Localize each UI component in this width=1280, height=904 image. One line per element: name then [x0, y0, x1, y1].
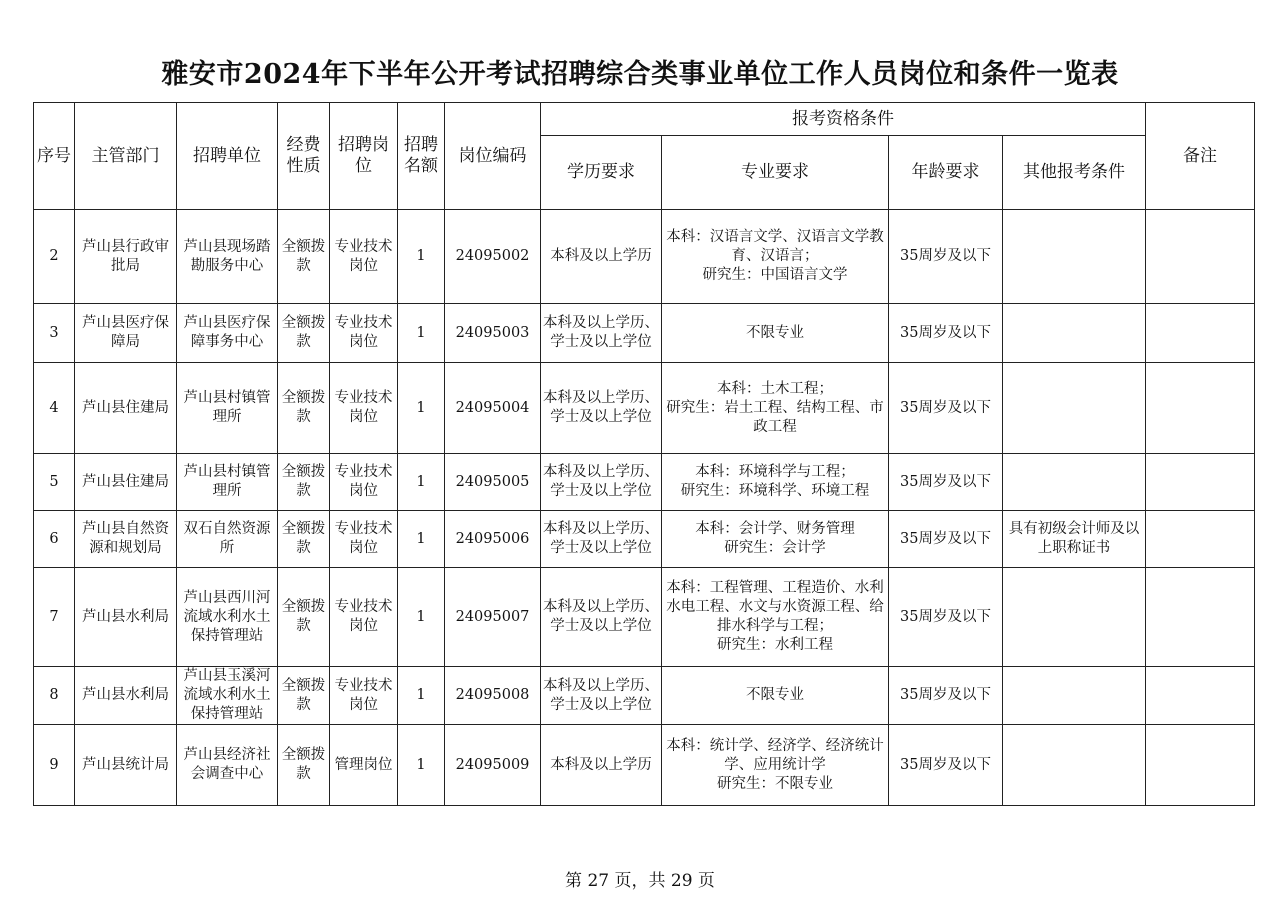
cell-education: 本科及以上学历 — [541, 210, 662, 304]
cell-age: 35周岁及以下 — [889, 511, 1003, 568]
cell-major — [662, 511, 889, 568]
cell-code: 24095008 — [445, 667, 541, 725]
cell-quota: 1 — [398, 304, 445, 363]
cell-unit: 芦山县现场踏勘服务中心 — [177, 210, 278, 304]
cell-funding: 全额拨款 — [278, 667, 330, 725]
header-education: 学历要求 — [541, 136, 662, 210]
major-line: 研究生：水利工程 — [717, 637, 833, 653]
cell-dept: 芦山县水利局 — [75, 667, 177, 725]
cell-unit: 芦山县村镇管理所 — [177, 363, 278, 454]
cell-major — [662, 568, 889, 667]
header-major: 专业要求 — [662, 136, 889, 210]
cell-remarks — [1146, 667, 1255, 725]
cell-education: 本科及以上学历、学士及以上学位 — [541, 667, 662, 725]
cell-age: 35周岁及以下 — [889, 725, 1003, 806]
major-line: 本科：工程管理、工程造价、水利水电工程、水文与水资源工程、给排水科学与工程； — [666, 580, 884, 634]
table-row — [34, 363, 1255, 454]
table-row — [34, 210, 1255, 304]
header-qualifications: 报考资格条件 — [541, 103, 1146, 136]
cell-unit: 芦山县玉溪河流域水利水土保持管理站 — [177, 667, 278, 725]
header-dept: 主管部门 — [75, 103, 177, 210]
cell-major — [662, 304, 889, 363]
major-line: 本科：会计学、财务管理 — [695, 521, 855, 537]
cell-seq: 3 — [34, 304, 75, 363]
cell-dept: 芦山县医疗保障局 — [75, 304, 177, 363]
cell-seq: 8 — [34, 667, 75, 725]
cell-code: 24095006 — [445, 511, 541, 568]
cell-seq: 5 — [34, 454, 75, 511]
header-position: 招聘岗位 — [330, 103, 398, 210]
cell-other: 具有初级会计师及以上职称证书 — [1003, 511, 1146, 568]
cell-major — [662, 454, 889, 511]
page-footer: 第 27 页，共 29 页 — [565, 871, 715, 891]
cell-major — [662, 667, 889, 725]
header-remarks: 备注 — [1146, 103, 1255, 210]
cell-other — [1003, 667, 1146, 725]
cell-code: 24095003 — [445, 304, 541, 363]
major-line: 不限专业 — [746, 324, 804, 341]
cell-age: 35周岁及以下 — [889, 568, 1003, 667]
major-line: 不限专业 — [746, 687, 804, 703]
table-row — [34, 454, 1255, 511]
cell-other — [1003, 725, 1146, 806]
header-funding: 经费性质 — [278, 103, 330, 210]
table-row — [34, 304, 1255, 363]
cell-funding: 全额拨款 — [278, 304, 330, 363]
cell-other — [1003, 304, 1146, 363]
major-line: 本科：环境科学与工程； — [695, 464, 855, 480]
cell-education: 本科及以上学历、学士及以上学位 — [541, 511, 662, 568]
cell-code: 24095004 — [445, 363, 541, 454]
major-line: 研究生：中国语言文学 — [702, 267, 848, 283]
header-code: 岗位编码 — [445, 103, 541, 210]
cell-code: 24095007 — [445, 568, 541, 667]
cell-funding: 全额拨款 — [278, 363, 330, 454]
cell-seq: 2 — [34, 210, 75, 304]
cell-position: 专业技术岗位 — [330, 667, 398, 725]
cell-other — [1003, 568, 1146, 667]
cell-dept: 芦山县自然资源和规划局 — [75, 511, 177, 568]
header-other: 其他报考条件 — [1003, 136, 1146, 210]
cell-age: 35周岁及以下 — [889, 454, 1003, 511]
cell-unit: 双石自然资源所 — [177, 511, 278, 568]
table-row — [34, 725, 1255, 806]
cell-position: 专业技术岗位 — [330, 511, 398, 568]
table-row — [34, 568, 1255, 667]
recruitment-table — [33, 102, 1255, 806]
major-line: 研究生：会计学 — [724, 540, 826, 556]
cell-seq: 4 — [34, 363, 75, 454]
cell-quota: 1 — [398, 725, 445, 806]
cell-unit: 芦山县村镇管理所 — [177, 454, 278, 511]
cell-quota: 1 — [398, 667, 445, 725]
cell-seq: 7 — [34, 568, 75, 667]
cell-funding: 全额拨款 — [278, 511, 330, 568]
header-seq: 序号 — [34, 103, 75, 210]
cell-remarks — [1146, 725, 1255, 806]
cell-unit: 芦山县经济社会调查中心 — [177, 725, 278, 806]
cell-quota: 1 — [398, 363, 445, 454]
cell-age: 35周岁及以下 — [889, 210, 1003, 304]
header-age: 年龄要求 — [889, 136, 1003, 210]
cell-age: 35周岁及以下 — [889, 304, 1003, 363]
cell-major — [662, 725, 889, 806]
cell-unit: 芦山县西川河流域水利水土保持管理站 — [177, 568, 278, 667]
cell-code: 24095002 — [445, 210, 541, 304]
cell-major — [662, 210, 889, 304]
cell-quota: 1 — [398, 568, 445, 667]
cell-education: 本科及以上学历、学士及以上学位 — [541, 304, 662, 363]
table-row — [34, 511, 1255, 568]
cell-dept: 芦山县行政审批局 — [75, 210, 177, 304]
cell-position: 专业技术岗位 — [330, 568, 398, 667]
page-title: 雅安市2024年下半年公开考试招聘综合类事业单位工作人员岗位和条件一览表 — [161, 59, 1119, 90]
cell-funding: 全额拨款 — [278, 210, 330, 304]
cell-position: 专业技术岗位 — [330, 454, 398, 511]
cell-remarks — [1146, 511, 1255, 568]
cell-unit: 芦山县医疗保障事务中心 — [177, 304, 278, 363]
major-line: 本科：统计学、经济学、经济统计学、应用统计学 — [666, 737, 884, 773]
cell-funding: 全额拨款 — [278, 454, 330, 511]
cell-position: 管理岗位 — [330, 725, 398, 806]
cell-other — [1003, 454, 1146, 511]
cell-position: 专业技术岗位 — [330, 363, 398, 454]
cell-remarks — [1146, 568, 1255, 667]
cell-dept: 芦山县住建局 — [75, 454, 177, 511]
major-line: 研究生：不限专业 — [717, 775, 833, 792]
cell-funding: 全额拨款 — [278, 568, 330, 667]
cell-education: 本科及以上学历 — [541, 725, 662, 806]
cell-remarks — [1146, 210, 1255, 304]
cell-age: 35周岁及以下 — [889, 363, 1003, 454]
major-line: 研究生：环境科学、环境工程 — [680, 483, 870, 499]
cell-position: 专业技术岗位 — [330, 304, 398, 363]
cell-funding: 全额拨款 — [278, 725, 330, 806]
cell-dept: 芦山县统计局 — [75, 725, 177, 806]
cell-education: 本科及以上学历、学士及以上学位 — [541, 454, 662, 511]
cell-quota: 1 — [398, 454, 445, 511]
cell-major — [662, 363, 889, 454]
cell-remarks — [1146, 454, 1255, 511]
cell-quota: 1 — [398, 210, 445, 304]
cell-position: 专业技术岗位 — [330, 210, 398, 304]
cell-quota: 1 — [398, 511, 445, 568]
table-row — [34, 667, 1255, 725]
header-unit: 招聘单位 — [177, 103, 278, 210]
cell-dept: 芦山县水利局 — [75, 568, 177, 667]
cell-dept: 芦山县住建局 — [75, 363, 177, 454]
cell-seq: 6 — [34, 511, 75, 568]
cell-education: 本科及以上学历、学士及以上学位 — [541, 363, 662, 454]
cell-education: 本科及以上学历、学士及以上学位 — [541, 568, 662, 667]
major-line: 研究生：岩土工程、结构工程、市政工程 — [666, 399, 884, 435]
cell-code: 24095009 — [445, 725, 541, 806]
cell-age: 35周岁及以下 — [889, 667, 1003, 725]
cell-seq: 9 — [34, 725, 75, 806]
header-quota: 招聘名额 — [398, 103, 445, 210]
cell-remarks — [1146, 363, 1255, 454]
cell-other — [1003, 210, 1146, 304]
major-line: 本科：土木工程； — [717, 380, 833, 397]
major-line: 本科：汉语言文学、汉语言文学教育、汉语言； — [666, 229, 884, 264]
cell-code: 24095005 — [445, 454, 541, 511]
cell-other — [1003, 363, 1146, 454]
cell-remarks — [1146, 304, 1255, 363]
